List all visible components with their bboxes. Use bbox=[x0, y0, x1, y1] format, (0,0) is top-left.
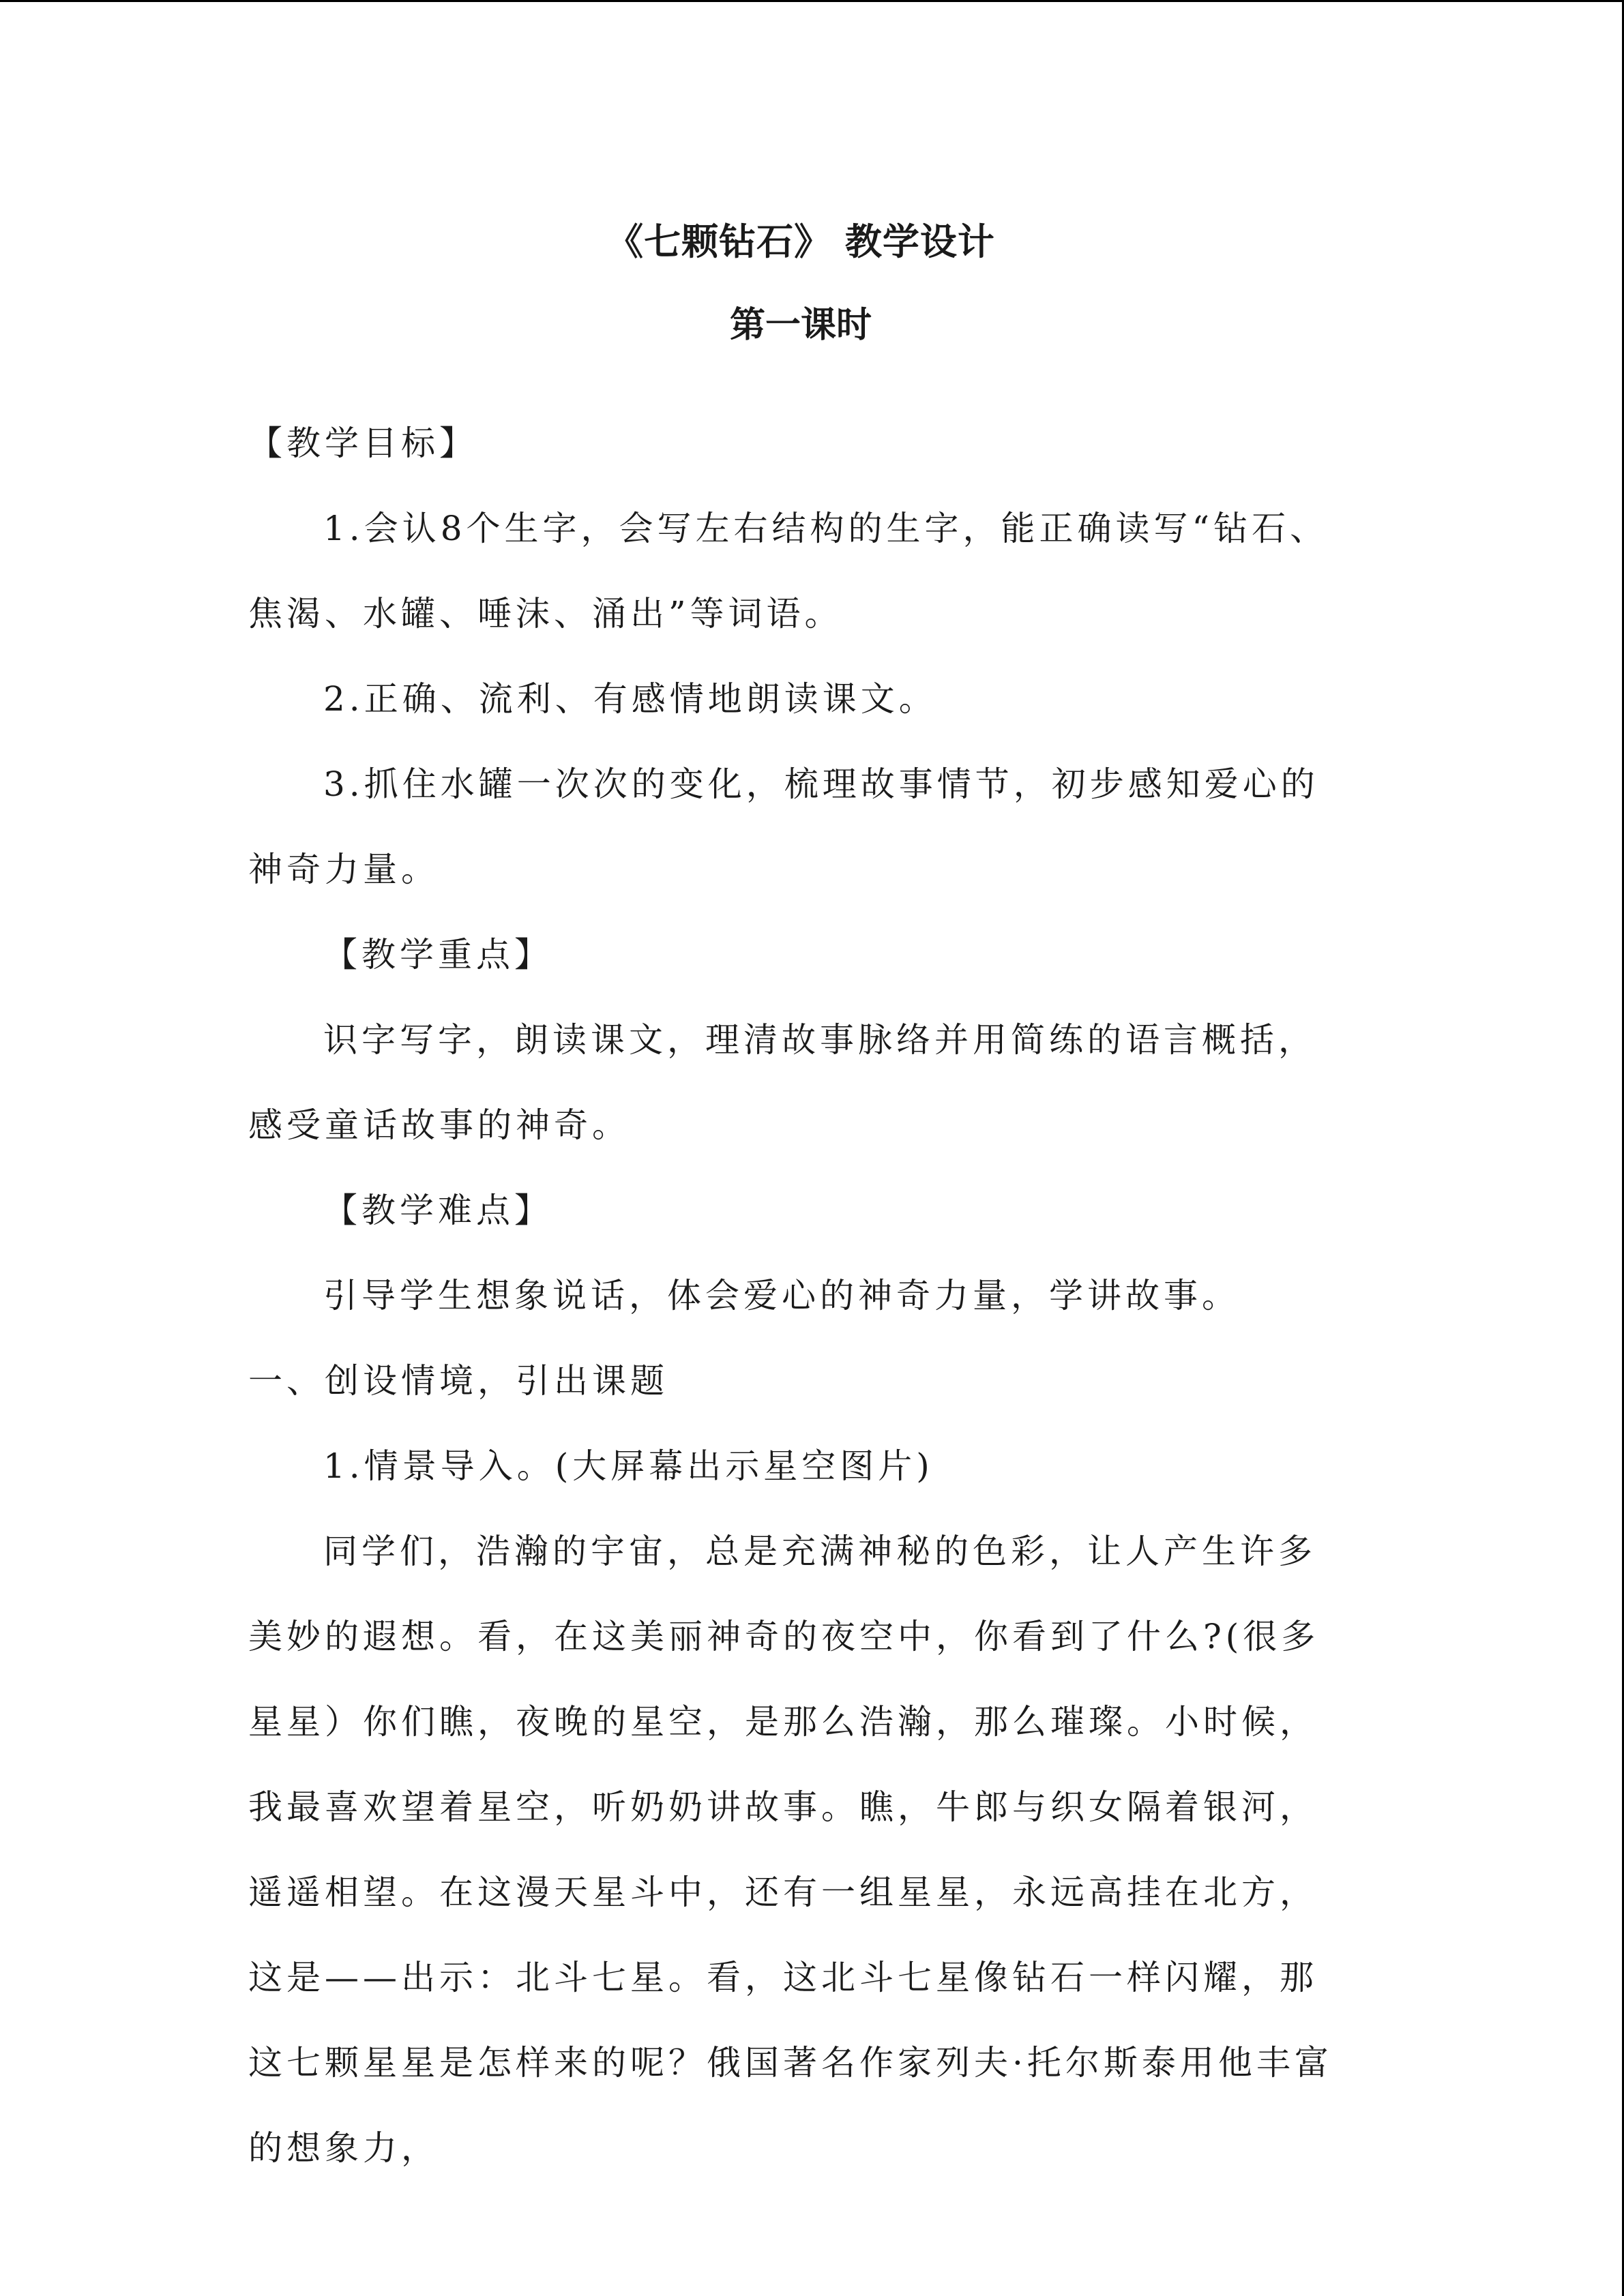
objective-item-2: 2.正确、流利、有感情地朗读课文。 bbox=[323, 679, 937, 719]
difficulties-text: 引导学生想象说话，体会爱心的神奇力量，学讲故事。 bbox=[323, 1276, 1240, 1315]
section-heading-difficulties: 【教学难点】 bbox=[323, 1191, 552, 1230]
part-heading-1: 一、创设情境，引出课题 bbox=[248, 1361, 668, 1401]
objective-item-3: 3.抓住水罐一次次的变化，梳理故事情节，初步感知爱心的神奇力量。 bbox=[248, 764, 1319, 889]
body-paragraph: 同学们，浩瀚的宇宙，总是充满神秘的色彩，让人产生许多美妙的遐想。看，在这美丽神奇的夜空中，你看到了什么?(很多星星）你们瞧，夜晚的星空，是那么浩瀚，那么璀璨。小时候，我最喜欢望着星空，听奶奶讲故事。瞧，牛郎与织女隔着银河，遥遥相望。在这漫天星斗中，还有一组星星，永远高挂在北方，这是——出示：北斗七星。看，这北斗七星像钻石一样闪耀，那这七颗星星是怎样来的呢？俄国著名作家列夫·托尔斯泰用他丰富的想象力， bbox=[248, 1532, 1333, 2168]
key-points-text: 识字写字，朗读课文，理清故事脉络并用简练的语言概括，感受童话故事的神奇。 bbox=[248, 1020, 1316, 1145]
document-page bbox=[248, 211, 1353, 2191]
lesson-subtitle: 第一课时 bbox=[729, 305, 872, 346]
step-item-1: 1.情景导入。(大屏幕出示星空图片) bbox=[323, 1446, 934, 1486]
section-heading-objectives: 【教学目标】 bbox=[248, 423, 477, 463]
document-title: 《七颗钻石》 教学设计 bbox=[606, 220, 995, 263]
objective-item-1: 1.会认8个生字，会写左右结构的生字，能正确读写“钻石、焦渴、水罐、唾沫、涌出”等词语。 bbox=[248, 509, 1329, 633]
page-border-top bbox=[0, 0, 1624, 2]
section-heading-key-points: 【教学重点】 bbox=[323, 935, 552, 974]
document-body bbox=[248, 401, 1353, 2191]
